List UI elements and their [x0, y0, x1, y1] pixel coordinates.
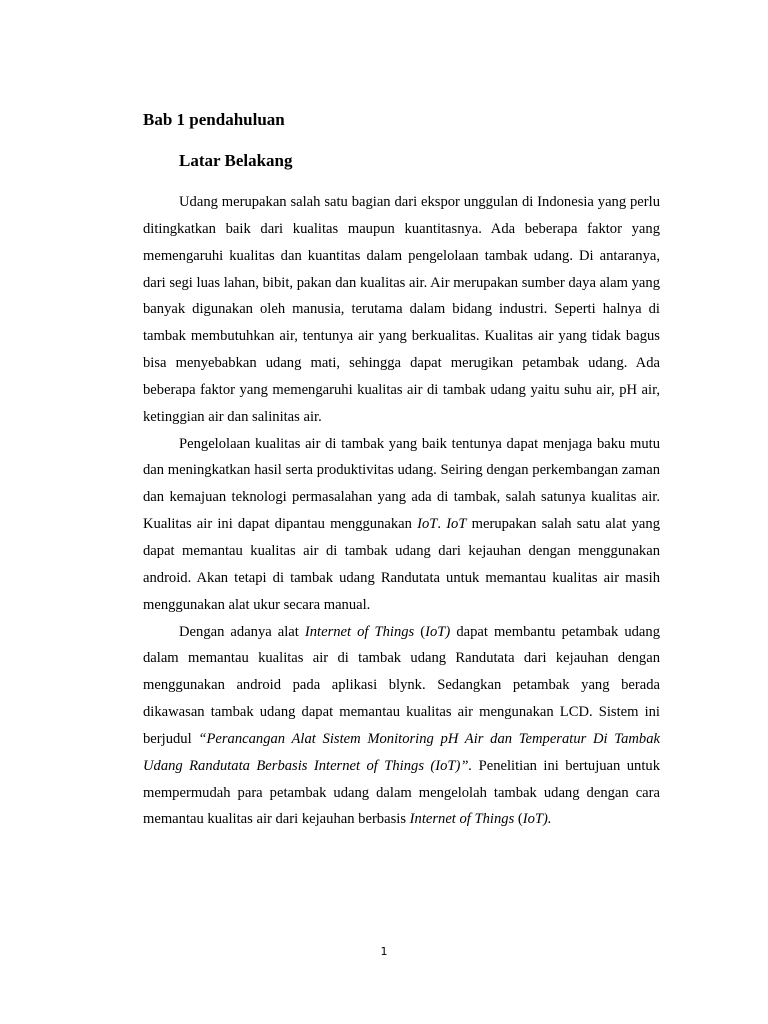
- italic-text-run: IoT).: [522, 811, 552, 828]
- text-run: Pengelolaan kualitas air di tambak yang baik tentunya dapat menjaga baku mutu dan meningkatkan hasil serta produktivitas udang. Seiring dengan perkembangan zaman dan kemajuan teknologi permasalahan yang ada di tambak, salah satunya kualitas air. Kualitas air ini dapat dipantau menggunakan: [143, 435, 660, 533]
- text-run: (: [414, 623, 426, 640]
- section-title: Latar Belakang: [179, 151, 293, 170]
- text-run: Dengan adanya alat: [179, 623, 305, 640]
- paragraph: [143, 619, 660, 834]
- paragraph: [143, 189, 660, 431]
- text-run: .: [437, 516, 447, 533]
- text-run: (: [514, 811, 523, 828]
- text-run: Udang merupakan salah satu bagian dari ekspor unggulan di Indonesia yang perlu ditingkatkan baik dari kualitas maupun kuantitasnya. Ada beberapa faktor yang memengaruhi kualitas dan kuantitas dalam pengelolaan tambak udang. Di antaranya, dari segi luas lahan, bibit, pakan dan kualitas air. Air merupakan sumber daya alam yang banyak digunakan oleh manusia, terutama dalam bidang industri. Seperti halnya di tambak membutuhkan air, tentunya air yang berkualitas. Kualitas air yang tidak bagus bisa menyebabkan udang mati, sehingga dapat merugikan petambak udang. Ada beberapa faktor yang memengaruhi kualitas air di tambak udang yaitu suhu air, pH air, ketinggian air dan salinitas air.: [143, 194, 660, 425]
- italic-text-run: IoT: [417, 516, 438, 533]
- page-number: 1: [380, 945, 388, 958]
- italic-text-run: “Perancangan Alat Sistem Monitoring pH Air dan Temperatur Di Tambak Udang Randutata Berbasis Internet of Things (IoT)”.: [143, 730, 660, 774]
- italic-text-run: IoT: [446, 516, 467, 533]
- italic-text-run: Internet of Things: [409, 811, 515, 828]
- text-run: merupakan salah satu alat yang dapat memantau kualitas air di tambak udang dari kejauhan dengan menggunakan android. Akan tetapi di tambak udang Randutata untuk memantau kualitas air masih menggunakan alat ukur secara manual.: [143, 516, 661, 613]
- italic-text-run: Internet of Things: [304, 623, 415, 640]
- text-run: dapat membantu petambak udang dalam memantau kualitas air di tambak udang Randutata dari kejauhan dengan menggunakan android pada aplikasi blynk. Sedangkan petambak yang berada dikawasan tambak udang dapat memantau kualitas air mengunakan LCD. Sistem ini berjudul: [143, 623, 661, 747]
- chapter-title: Bab 1 pendahuluan: [143, 110, 285, 129]
- body-text: [143, 189, 660, 833]
- text-run: Penelitian ini bertujuan untuk mempermudah para petambak udang dalam mengelolah tambak udang dengan cara memantau kualitas air dari kejauhan berbasis: [143, 757, 660, 828]
- italic-text-run: IoT): [425, 623, 451, 640]
- paragraph: [143, 431, 660, 619]
